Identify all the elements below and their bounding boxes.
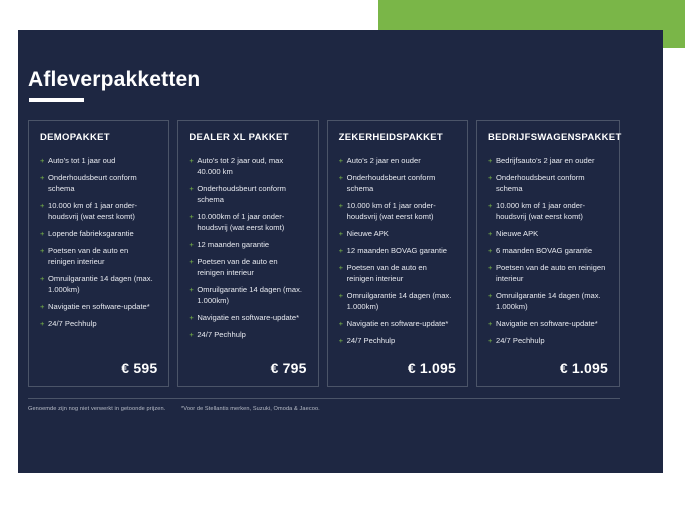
feature-list [339,155,456,352]
feature-label: 24/7 Pechhulp [495,336,545,346]
package-card-list [28,120,620,387]
feature-label: Onderhoudsbeurt conform schema [48,173,137,194]
plus-icon: + [338,156,344,166]
feature-label: Navigatie en software-update* [48,302,150,312]
feature-item [488,262,608,284]
footnote [28,406,628,412]
feature-label: Onderhoudsbeurt conform schema [346,173,436,194]
plus-icon: + [487,319,493,329]
feature-list [488,155,608,352]
card-title: DEALER XL PAKKET [189,132,289,143]
plus-icon: + [338,229,344,239]
card-title: ZEKERHEIDSPAKKET [338,132,444,143]
feature-label: 10.000 km of 1 jaar onder-houdsvrij (wat eerst komt) [346,201,436,222]
plus-icon: + [338,201,344,211]
feature-item [40,301,157,312]
feature-label: 24/7 Pechhulp [197,330,246,340]
feature-item [339,335,456,346]
feature-label: Lopende fabrieksgarantie [48,229,134,239]
feature-item [339,290,456,312]
feature-item [40,245,157,267]
feature-label: Auto's tot 1 jaar oud [48,156,116,166]
package-card-zekerheidspakket[interactable] [327,120,468,387]
feature-item [40,273,157,295]
title-underline [29,98,84,102]
plus-icon: + [487,156,493,166]
page-title: Afleverpakketten [28,68,201,92]
plus-icon: + [189,240,194,250]
plus-icon: + [338,173,344,183]
feature-label: 10.000 km of 1 jaar onder-houdsvrij (wat eerst komt) [495,201,586,222]
feature-item [339,262,456,284]
feature-item [189,239,306,250]
plus-icon: + [40,274,45,284]
card-price: € 595 [121,360,158,377]
plus-icon: + [189,184,194,194]
plus-icon: + [189,257,194,267]
feature-label: Omruilgarantie 14 dagen (max. 1.000km) [197,285,303,306]
feature-item [189,312,306,323]
feature-item [40,172,157,194]
feature-label: Navigatie en software-update* [197,313,300,323]
plus-icon: + [487,263,493,273]
plus-icon: + [40,246,45,256]
feature-item [339,200,456,222]
plus-icon: + [189,212,194,222]
footnote-text-2: *Voor de Stellantis merken, Suzuki, Omoda & Jaecoo. [181,406,320,412]
feature-label: 24/7 Pechhulp [48,319,97,329]
feature-list [189,155,306,352]
feature-label: 10.000 km of 1 jaar onder-houdsvrij (wat eerst komt) [48,201,138,222]
plus-icon: + [40,156,45,166]
feature-label: Navigatie en software-update* [346,319,449,329]
feature-item [40,318,157,329]
card-title: BEDRIJFSWAGENSPAKKET [487,132,622,143]
footer-divider [28,398,620,399]
plus-icon: + [338,246,344,256]
feature-item [40,228,157,239]
card-price: € 795 [270,360,307,377]
feature-label: 10.000km of 1 jaar onder-houdsvrij (wat eerst komt) [197,212,285,233]
plus-icon: + [40,173,45,183]
feature-label: Auto's tot 2 jaar oud, max 40.000 km [197,156,284,177]
package-card-demopakket[interactable] [28,120,169,387]
feature-label: Poetsen van de auto en reinigen interieur [48,246,129,267]
plus-icon: + [487,336,493,346]
feature-item [189,211,306,233]
feature-item [189,284,306,306]
feature-item [488,245,608,256]
feature-item [488,318,608,329]
plus-icon: + [487,201,493,211]
plus-icon: + [40,319,45,329]
feature-item [189,183,306,205]
feature-label: Auto's 2 jaar en ouder [346,156,421,166]
plus-icon: + [189,285,194,295]
feature-label: Poetsen van de auto en reinigen interieur [197,257,278,278]
feature-item [488,290,608,312]
feature-item [339,172,456,194]
feature-label: Omruilgarantie 14 dagen (max. 1.000km) [495,291,601,312]
feature-label: 6 maanden BOVAG garantie [495,246,593,256]
feature-label: Onderhoudsbeurt conform schema [495,173,585,194]
plus-icon: + [40,229,45,239]
feature-label: Nieuwe APK [346,229,389,239]
plus-icon: + [338,291,344,301]
feature-item [189,155,306,177]
plus-icon: + [189,313,194,323]
feature-label: Onderhoudsbeurt conform schema [197,184,286,205]
package-card-bedrijfswagenspakket[interactable] [476,120,620,387]
feature-item [339,155,456,166]
card-price: € 1.095 [559,360,608,377]
feature-item [189,329,306,340]
package-card-dealer-xl-pakket[interactable] [177,120,318,387]
feature-item [339,228,456,239]
plus-icon: + [189,330,194,340]
feature-label: 12 maanden BOVAG garantie [346,246,447,256]
feature-label: Omruilgarantie 14 dagen (max. 1.000km) [346,291,452,312]
feature-label: 12 maanden garantie [197,240,270,250]
feature-label: Poetsen van de auto en reinigen interieur [495,263,606,284]
plus-icon: + [487,291,493,301]
plus-icon: + [40,302,45,312]
feature-item [488,155,608,166]
feature-item [40,155,157,166]
footnote-text-1: Genoemde zijn nog niet verwerkt in getoonde prijzen. [28,406,166,412]
feature-label: Poetsen van de auto en reinigen interieur [346,263,427,284]
feature-item [40,200,157,222]
card-price: € 1.095 [407,360,456,377]
plus-icon: + [40,201,45,211]
plus-icon: + [487,173,493,183]
plus-icon: + [487,229,493,239]
feature-item [189,256,306,278]
feature-item [339,318,456,329]
card-title: DEMOPAKKET [40,132,110,143]
feature-item [488,228,608,239]
feature-label: 24/7 Pechhulp [346,336,396,346]
feature-label: Nieuwe APK [495,229,539,239]
feature-item [488,200,608,222]
feature-label: Navigatie en software-update* [495,319,598,329]
feature-list [40,155,157,352]
feature-label: Omruilgarantie 14 dagen (max. 1.000km) [48,274,153,295]
feature-item [488,172,608,194]
plus-icon: + [487,246,493,256]
feature-label: Bedrijfsauto's 2 jaar en ouder [495,156,595,166]
plus-icon: + [338,263,344,273]
plus-icon: + [338,336,344,346]
feature-item [339,245,456,256]
feature-item [488,335,608,346]
plus-icon: + [338,319,344,329]
plus-icon: + [189,156,194,166]
